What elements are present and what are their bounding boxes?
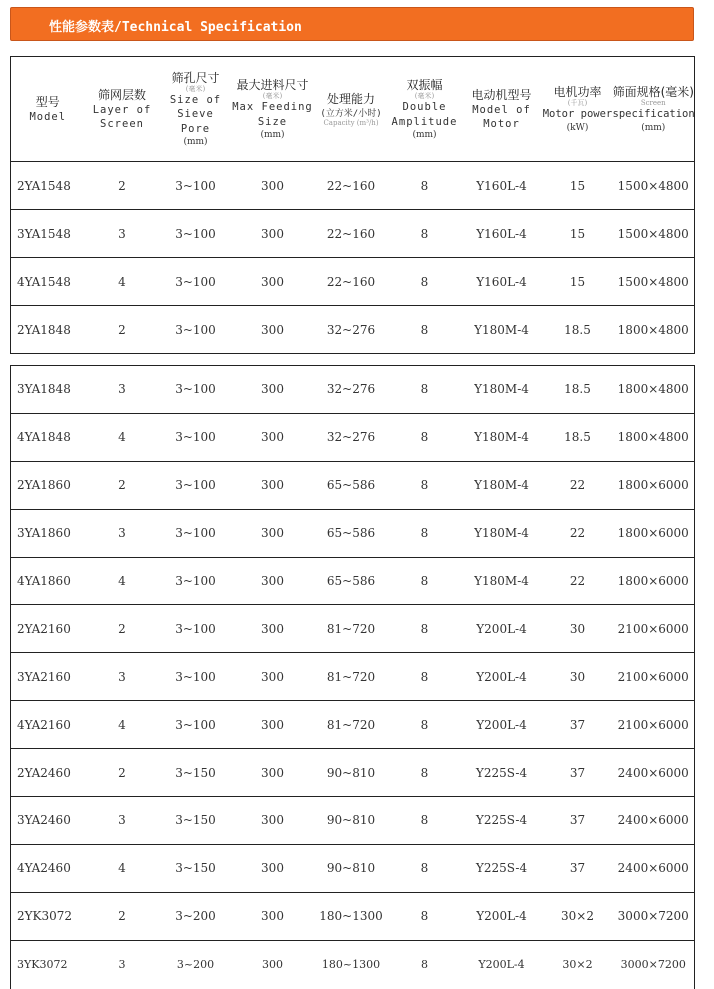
table-cell: 3~150 bbox=[160, 749, 232, 797]
table-cell: 3~150 bbox=[160, 844, 232, 892]
table-cell: 3~100 bbox=[160, 258, 232, 306]
table-cell: 1800×6000 bbox=[613, 557, 695, 605]
table-cell: 22~160 bbox=[314, 162, 389, 210]
table-row bbox=[11, 461, 695, 509]
table-cell: 300 bbox=[232, 701, 314, 749]
table-cell: 8 bbox=[389, 258, 461, 306]
table-row bbox=[11, 557, 695, 605]
table-cell: 4 bbox=[85, 258, 160, 306]
table-cell: 30×2 bbox=[562, 958, 593, 972]
table-cell: 1500×4800 bbox=[613, 258, 695, 306]
table-cell: 1800×4800 bbox=[613, 413, 695, 461]
table-cell: 8 bbox=[389, 749, 461, 797]
table-cell: 90~810 bbox=[314, 797, 389, 845]
table-cell: Y225S-4 bbox=[461, 844, 543, 892]
table-cell: 1500×4800 bbox=[613, 162, 695, 210]
table-cell: 2YA2160 bbox=[11, 605, 85, 653]
table-cell: 3~100 bbox=[160, 653, 232, 701]
table-cell: 2400×6000 bbox=[613, 749, 695, 797]
table-cell: 30×2 bbox=[543, 892, 613, 940]
table-cell: 3 bbox=[85, 366, 160, 414]
table-cell: Y180M-4 bbox=[461, 461, 543, 509]
table-cell: 3~100 bbox=[160, 557, 232, 605]
table-row bbox=[11, 210, 695, 258]
table-row bbox=[11, 701, 695, 749]
table-cell: 3000×7200 bbox=[620, 958, 686, 972]
table-cell: 8 bbox=[389, 461, 461, 509]
table-row bbox=[11, 605, 695, 653]
table-cell: 18.5 bbox=[543, 306, 613, 354]
table-cell: 300 bbox=[232, 258, 314, 306]
table-cell: 2 bbox=[85, 162, 160, 210]
table-cell: 3 bbox=[85, 509, 160, 557]
table-cell: 32~276 bbox=[314, 413, 389, 461]
table-cell: 15 bbox=[543, 258, 613, 306]
table-cell: 8 bbox=[421, 958, 428, 972]
table-cell: 8 bbox=[389, 844, 461, 892]
table-row bbox=[11, 797, 695, 845]
table-cell: 1800×6000 bbox=[613, 461, 695, 509]
table-cell: 3YA2160 bbox=[11, 653, 85, 701]
table-cell: 22 bbox=[543, 461, 613, 509]
header-screen-spec: 筛面规格(毫米) Screen specification (mm) bbox=[613, 57, 695, 162]
table-cell: 90~810 bbox=[314, 844, 389, 892]
table-row bbox=[11, 749, 695, 797]
table-cell: Y160L-4 bbox=[461, 162, 543, 210]
table-cell: 180~1300 bbox=[314, 892, 389, 940]
table-cell: 8 bbox=[389, 892, 461, 940]
table-cell: 2100×6000 bbox=[613, 701, 695, 749]
table-cell: 2YK3072 bbox=[11, 892, 85, 940]
table-cell: 2100×6000 bbox=[613, 653, 695, 701]
table-cell: 4 bbox=[85, 557, 160, 605]
table-cell: 32~276 bbox=[314, 366, 389, 414]
table-cell: 22 bbox=[543, 509, 613, 557]
table-cell: 2 bbox=[85, 749, 160, 797]
table-cell: 2 bbox=[85, 306, 160, 354]
table-cell: 2YA2460 bbox=[11, 749, 85, 797]
table-cell: 3~100 bbox=[160, 162, 232, 210]
table-cell: 300 bbox=[232, 557, 314, 605]
table-cell: 8 bbox=[389, 653, 461, 701]
table-cell: 90~810 bbox=[314, 749, 389, 797]
table-cell: 1800×6000 bbox=[613, 509, 695, 557]
table-cell: 3~100 bbox=[160, 306, 232, 354]
table-cell: 4YA2160 bbox=[11, 701, 85, 749]
table-cell: 4YA1860 bbox=[11, 557, 85, 605]
table-cell: 8 bbox=[389, 162, 461, 210]
table-row bbox=[11, 653, 695, 701]
table-cell: 2 bbox=[85, 892, 160, 940]
table-cell: 300 bbox=[232, 605, 314, 653]
table-cell: 8 bbox=[389, 557, 461, 605]
table-cell: Y160L-4 bbox=[461, 210, 543, 258]
header-row bbox=[11, 57, 695, 162]
table-cell: 30 bbox=[543, 605, 613, 653]
table-cell: 2YA1848 bbox=[11, 306, 85, 354]
table-cell: 300 bbox=[232, 892, 314, 940]
table-cell: 8 bbox=[389, 509, 461, 557]
table-cell: Y160L-4 bbox=[461, 258, 543, 306]
table-cell: 30 bbox=[543, 653, 613, 701]
table-cell: Y180M-4 bbox=[461, 366, 543, 414]
table-cell: Y200L-4 bbox=[461, 701, 543, 749]
table-cell: 3~100 bbox=[160, 509, 232, 557]
table-cell: 3YA2460 bbox=[11, 797, 85, 845]
table-cell: Y180M-4 bbox=[461, 306, 543, 354]
table-cell: 300 bbox=[232, 509, 314, 557]
table-cell: 18.5 bbox=[543, 366, 613, 414]
table-cell: Y200L-4 bbox=[461, 653, 543, 701]
table-cell: 4YA2460 bbox=[11, 844, 85, 892]
table-cell: 3YA1860 bbox=[11, 509, 85, 557]
table-row bbox=[11, 509, 695, 557]
header-motor-power: 电机功率 (千瓦) Motor power (kW) bbox=[543, 57, 613, 162]
table-cell: 4 bbox=[85, 844, 160, 892]
table-cell: 3~100 bbox=[160, 461, 232, 509]
table-cell: 3~100 bbox=[160, 605, 232, 653]
table-cell: 8 bbox=[389, 366, 461, 414]
table-row bbox=[11, 844, 695, 892]
table-cell: 4YA1548 bbox=[11, 258, 85, 306]
table-cell: 15 bbox=[543, 210, 613, 258]
table-cell: 180~1300 bbox=[321, 958, 381, 972]
table-cell: 3YA1848 bbox=[11, 366, 85, 414]
table-row bbox=[11, 306, 695, 354]
table-cell: 8 bbox=[389, 413, 461, 461]
table-cell: 81~720 bbox=[314, 701, 389, 749]
table-cell: 1800×4800 bbox=[613, 366, 695, 414]
table-cell: 37 bbox=[543, 701, 613, 749]
table-cell: 1500×4800 bbox=[613, 210, 695, 258]
table-cell: 3~100 bbox=[160, 210, 232, 258]
table-cell: Y180M-4 bbox=[461, 509, 543, 557]
table-cell: Y225S-4 bbox=[461, 797, 543, 845]
table-cell: 2100×6000 bbox=[613, 605, 695, 653]
table-cell: 3~150 bbox=[160, 797, 232, 845]
spec-table-top bbox=[10, 56, 695, 354]
table-cell: 1800×4800 bbox=[613, 306, 695, 354]
table-cell: 32~276 bbox=[314, 306, 389, 354]
header-motor-model: 电动机型号 Model of Motor bbox=[461, 57, 543, 162]
spec-table-bottom bbox=[10, 365, 695, 989]
table-cell: 22~160 bbox=[314, 210, 389, 258]
header-amplitude: 双振幅 (毫米) Double Amplitude (mm) bbox=[389, 57, 461, 162]
banner-title: 性能参数表/Technical Specification bbox=[49, 20, 302, 35]
table-cell: Y200L-4 bbox=[461, 605, 543, 653]
table-cell: 2YA1548 bbox=[11, 162, 85, 210]
table-cell: 2400×6000 bbox=[613, 797, 695, 845]
table-cell: 8 bbox=[389, 797, 461, 845]
table-cell: 81~720 bbox=[314, 653, 389, 701]
table-cell: 4YA1848 bbox=[11, 413, 85, 461]
table-cell: 4 bbox=[85, 413, 160, 461]
header-max-feeding: 最大进料尺寸 (毫米) Max Feeding Size (mm) bbox=[232, 57, 314, 162]
table-cell: 8 bbox=[389, 210, 461, 258]
table-cell: 22 bbox=[543, 557, 613, 605]
table-cell: 300 bbox=[232, 653, 314, 701]
header-layers: 筛网层数 Layer of Screen bbox=[85, 57, 160, 162]
table-cell: 300 bbox=[232, 366, 314, 414]
table-cell: 300 bbox=[232, 210, 314, 258]
table-cell: Y225S-4 bbox=[461, 749, 543, 797]
table-cell: 3YK3072 bbox=[17, 958, 68, 972]
table-cell: 15 bbox=[543, 162, 613, 210]
table-cell: 3~100 bbox=[160, 701, 232, 749]
table-row bbox=[11, 940, 695, 989]
table-cell: 2 bbox=[85, 605, 160, 653]
table-cell: 8 bbox=[389, 701, 461, 749]
table-cell: 3~200 bbox=[176, 958, 215, 972]
section-banner bbox=[10, 7, 694, 41]
table-cell: 300 bbox=[232, 413, 314, 461]
header-capacity: 处理能力 (立方米/小时) Capacity (m³/h) bbox=[314, 57, 389, 162]
table-cell: 300 bbox=[232, 306, 314, 354]
table-cell: Y180M-4 bbox=[461, 557, 543, 605]
table-cell: 3000×7200 bbox=[613, 892, 695, 940]
table-cell: 3YA1548 bbox=[11, 210, 85, 258]
table-cell: 8 bbox=[389, 605, 461, 653]
table-cell: 300 bbox=[232, 844, 314, 892]
table-cell: 37 bbox=[543, 797, 613, 845]
table-cell: 3~200 bbox=[160, 892, 232, 940]
table-row bbox=[11, 162, 695, 210]
table-cell: 2YA1860 bbox=[11, 461, 85, 509]
table-cell: Y180M-4 bbox=[461, 413, 543, 461]
table-cell: 3 bbox=[118, 958, 126, 972]
table-cell: 300 bbox=[232, 797, 314, 845]
table-cell: 4 bbox=[85, 701, 160, 749]
table-row bbox=[11, 892, 695, 940]
table-cell: 8 bbox=[389, 306, 461, 354]
table-cell: 65~586 bbox=[314, 509, 389, 557]
table-cell: Y200L-4 bbox=[478, 958, 525, 972]
table-cell: 3 bbox=[85, 210, 160, 258]
table-cell: 22~160 bbox=[314, 258, 389, 306]
table-cell: 300 bbox=[232, 461, 314, 509]
table-cell: 81~720 bbox=[314, 605, 389, 653]
table-cell: Y200L-4 bbox=[461, 892, 543, 940]
table-cell: 3~100 bbox=[160, 366, 232, 414]
table-cell: 37 bbox=[543, 844, 613, 892]
table-cell: 3 bbox=[85, 797, 160, 845]
table-cell: 3~100 bbox=[160, 413, 232, 461]
table-cell: 2400×6000 bbox=[613, 844, 695, 892]
table-cell: 2 bbox=[85, 461, 160, 509]
table-row bbox=[11, 366, 695, 414]
table-cell: 300 bbox=[262, 958, 283, 972]
table-cell: 37 bbox=[543, 749, 613, 797]
header-model: 型号 Model bbox=[11, 57, 85, 162]
table-cell: 65~586 bbox=[314, 557, 389, 605]
table-cell: 18.5 bbox=[543, 413, 613, 461]
table-cell: 300 bbox=[232, 749, 314, 797]
table-row bbox=[11, 258, 695, 306]
table-cell: 300 bbox=[232, 162, 314, 210]
table-cell: 3 bbox=[85, 653, 160, 701]
header-sieve-pore: 筛孔尺寸 (毫米) Size of Sieve Pore (mm) bbox=[160, 57, 232, 162]
table-row bbox=[11, 413, 695, 461]
table-cell: 65~586 bbox=[314, 461, 389, 509]
